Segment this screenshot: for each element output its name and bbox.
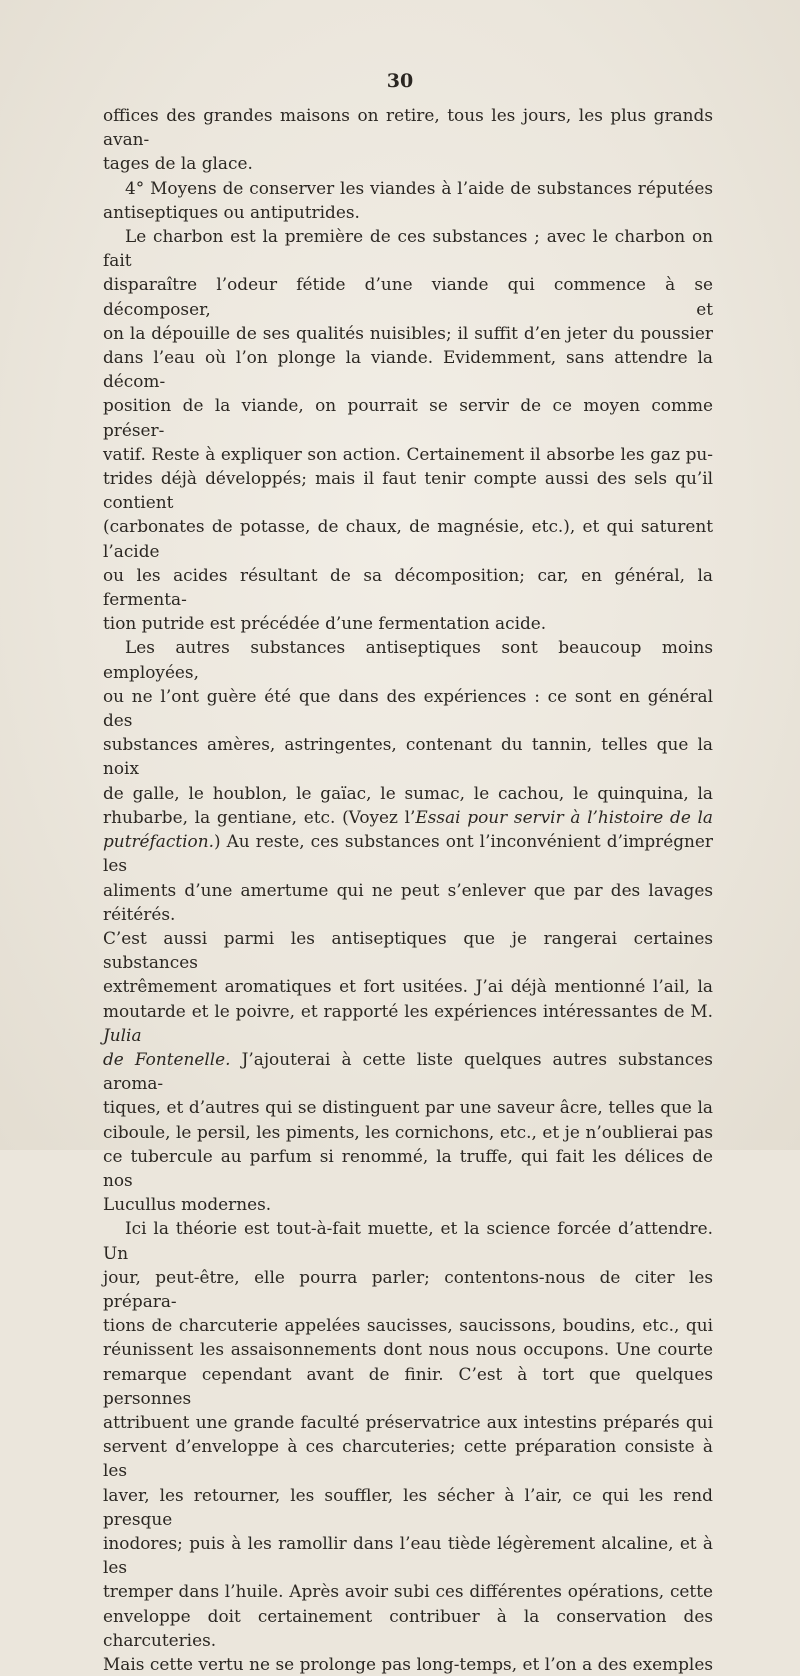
text-line: substances amères, astringentes, contenant du tannin, telles que la noix xyxy=(103,734,713,779)
paragraph-first-line: Les autres substances antiseptiques sont beaucoup moins employées, xyxy=(103,637,713,682)
text-line: ou les acides résultant de sa décomposition; car, en général, la fermenta- xyxy=(103,564,713,610)
text-line: aliments d’une amertume qui ne peut s’enlever que par des lavages réitérés. xyxy=(103,879,713,924)
italic-text: Julia xyxy=(103,1024,142,1045)
paragraph-first-line: Le charbon est la première de ces substances ; avec le charbon on fait xyxy=(103,226,713,271)
text-line: tiques, et d’autres qui se distinguent par une saveur âcre, telles que la xyxy=(103,1097,713,1118)
body-text xyxy=(103,103,713,1676)
text-line: tion putride est précédée d’une fermentation acide. xyxy=(103,613,547,634)
text-line: vatif. Reste à expliquer son action. Certainement il absorbe les gaz pu- xyxy=(103,443,713,464)
text-line: ciboule, le persil, les piments, les cornichons, etc., et je n’oublierai pas xyxy=(103,1121,713,1142)
text-line: Mais cette vertu ne se prolonge pas long-temps, et l’on a des exemples xyxy=(103,1654,713,1674)
text-line: dans l’eau où l’on plonge la viande. Evidemment, sans attendre la décom- xyxy=(103,347,713,392)
text-line: réunissent les assaisonnements dont nous nous occupons. Une courte xyxy=(103,1339,713,1360)
text-line: laver, les retourner, les souffler, les sécher à l’air, ce qui les rend presque xyxy=(103,1484,713,1529)
text-line: tremper dans l’huile. Après avoir subi ces différentes opérations, cette xyxy=(103,1581,713,1602)
italic-text: putréfaction. xyxy=(103,831,214,852)
text-line: remarque cependant avant de finir. C’est à tort que quelques personnes xyxy=(103,1363,713,1408)
text-line: rhubarbe, la gentiane, etc. (Voyez l’Essai pour servir à l’histoire de la xyxy=(103,806,713,827)
text-line: attribuent une grande faculté préservatrice aux intestins préparés qui xyxy=(103,1411,713,1432)
text-line: putréfaction.) Au reste, ces substances ont l’inconvénient d’imprégner les xyxy=(103,831,713,876)
text-line: position de la viande, on pourrait se servir de ce moyen comme préser- xyxy=(103,395,713,440)
text-line: on la dépouille de ses qualités nuisibles; il suffit d’en jeter du poussier xyxy=(103,322,713,343)
text-line: trides déjà développés; mais il faut tenir compte aussi des sels qu’il contient xyxy=(103,468,713,513)
paragraph-first-line: 4° Moyens de conserver les viandes à l’aide de substances réputées xyxy=(125,177,713,198)
text-line: jour, peut-être, elle pourra parler; contentons-nous de citer les prépara- xyxy=(103,1266,713,1311)
italic-text: Essai pour servir à l’histoire de la xyxy=(415,806,713,827)
page-number: 30 xyxy=(386,70,414,92)
text-line: extrêmement aromatiques et fort usitées. J’ai déjà mentionné l’ail, la xyxy=(103,976,713,997)
text-line: tions de charcuterie appelées saucisses, saucissons, boudins, etc., qui xyxy=(103,1315,713,1336)
text-line: ce tubercule au parfum si renommé, la truffe, qui fait les délices de nos xyxy=(103,1145,713,1190)
text-line: enveloppe doit certainement contribuer à la conservation des charcuteries. xyxy=(103,1605,713,1650)
text-line: de Fontenelle. J’ajouterai à cette liste quelques autres substances aroma- xyxy=(103,1048,713,1094)
text-line: C’est aussi parmi les antiseptiques que je rangerai certaines substances xyxy=(103,927,713,973)
text-line: tages de la glace. xyxy=(103,153,253,174)
paragraph-first-line: offices des grandes maisons on retire, tous les jours, les plus grands avan- xyxy=(103,105,713,150)
text-line: moutarde et le poivre, et rapporté les expériences intéressantes de M. Julia xyxy=(103,1000,713,1045)
text-line: inodores; puis à les ramollir dans l’eau tiède légèrement alcaline, et à les xyxy=(103,1532,713,1578)
text-line: Lucullus modernes. xyxy=(103,1194,272,1215)
text-line: de galle, le houblon, le gaïac, le sumac, le cachou, le quinquina, la xyxy=(103,782,713,803)
text-line: ou ne l’ont guère été que dans des expériences : ce sont en général des xyxy=(103,685,713,731)
text-line: (carbonates de potasse, de chaux, de magnésie, etc.), et qui saturent l’acide xyxy=(103,516,713,561)
paragraph-first-line: Ici la théorie est tout-à-fait muette, et la science forcée d’attendre. Un xyxy=(103,1218,713,1263)
italic-text: de Fontenelle. xyxy=(103,1048,231,1069)
text-line: antiseptiques ou antiputrides. xyxy=(103,201,360,222)
text-line: disparaître l’odeur fétide d’une viande qui commence à se décomposer, et xyxy=(103,274,713,319)
text-line: servent d’enveloppe à ces charcuteries; cette préparation consiste à les xyxy=(103,1436,713,1481)
